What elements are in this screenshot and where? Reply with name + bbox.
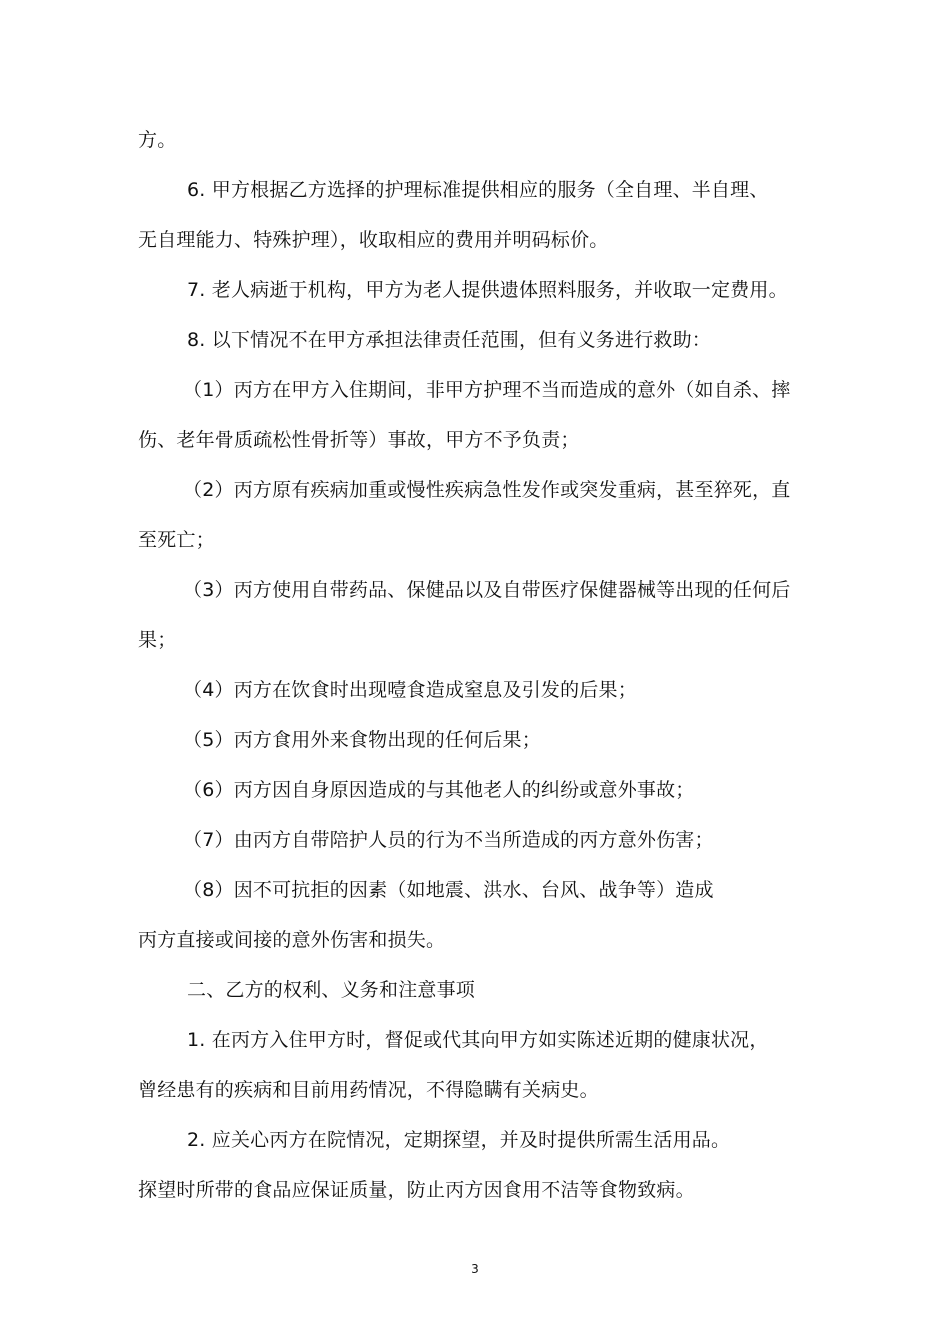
text-line: 方。 [138, 129, 177, 151]
page-number: 3 [471, 1262, 479, 1276]
section-heading: 二、乙方的权利、义务和注意事项 [187, 979, 476, 1001]
text-line: 伤、老年骨质疏松性骨折等）事故，甲方不予负责； [138, 429, 580, 451]
text-line: 2. 应关心丙方在院情况，定期探望，并及时提供所需生活用品。 [187, 1129, 731, 1151]
text-line: 无自理能力、特殊护理），收取相应的费用并明码标价。 [138, 229, 609, 251]
text-line: 1. 在丙方入住甲方时，督促或代其向甲方如实陈述近期的健康状况， [187, 1029, 769, 1051]
text-line: （7）由丙方自带陪护人员的行为不当所造成的丙方意外伤害； [183, 829, 714, 851]
text-line: （2）丙方原有疾病加重或慢性疾病急性发作或突发重病，甚至猝死，直 [183, 479, 791, 501]
text-line: （8）因不可抗拒的因素（如地震、洪水、台风、战争等）造成 [183, 879, 714, 901]
text-line: 6. 甲方根据乙方选择的护理标准提供相应的服务（全自理、半自理、 [187, 179, 769, 201]
text-line: 丙方直接或间接的意外伤害和损失。 [138, 929, 446, 951]
text-line: 探望时所带的食品应保证质量，防止丙方因食用不洁等食物致病。 [138, 1179, 695, 1201]
text-line: 果； [138, 629, 177, 651]
text-line: （3）丙方使用自带药品、保健品以及自带医疗保健器械等出现的任何后 [183, 579, 791, 601]
text-line: 至死亡； [138, 529, 215, 551]
text-line: 7. 老人病逝于机构，甲方为老人提供遗体照料服务，并收取一定费用。 [187, 279, 788, 301]
text-line: 曾经患有的疾病和目前用药情况，不得隐瞒有关病史。 [138, 1079, 599, 1101]
text-line: （5）丙方食用外来食物出现的任何后果； [183, 729, 541, 751]
text-line: 8. 以下情况不在甲方承担法律责任范围，但有义务进行救助： [187, 329, 711, 351]
text-line: （4）丙方在饮食时出现噎食造成窒息及引发的后果； [183, 679, 637, 701]
text-line: （1）丙方在甲方入住期间，非甲方护理不当而造成的意外（如自杀、摔 [183, 379, 791, 401]
text-line: （6）丙方因自身原因造成的与其他老人的纠纷或意外事故； [183, 779, 695, 801]
